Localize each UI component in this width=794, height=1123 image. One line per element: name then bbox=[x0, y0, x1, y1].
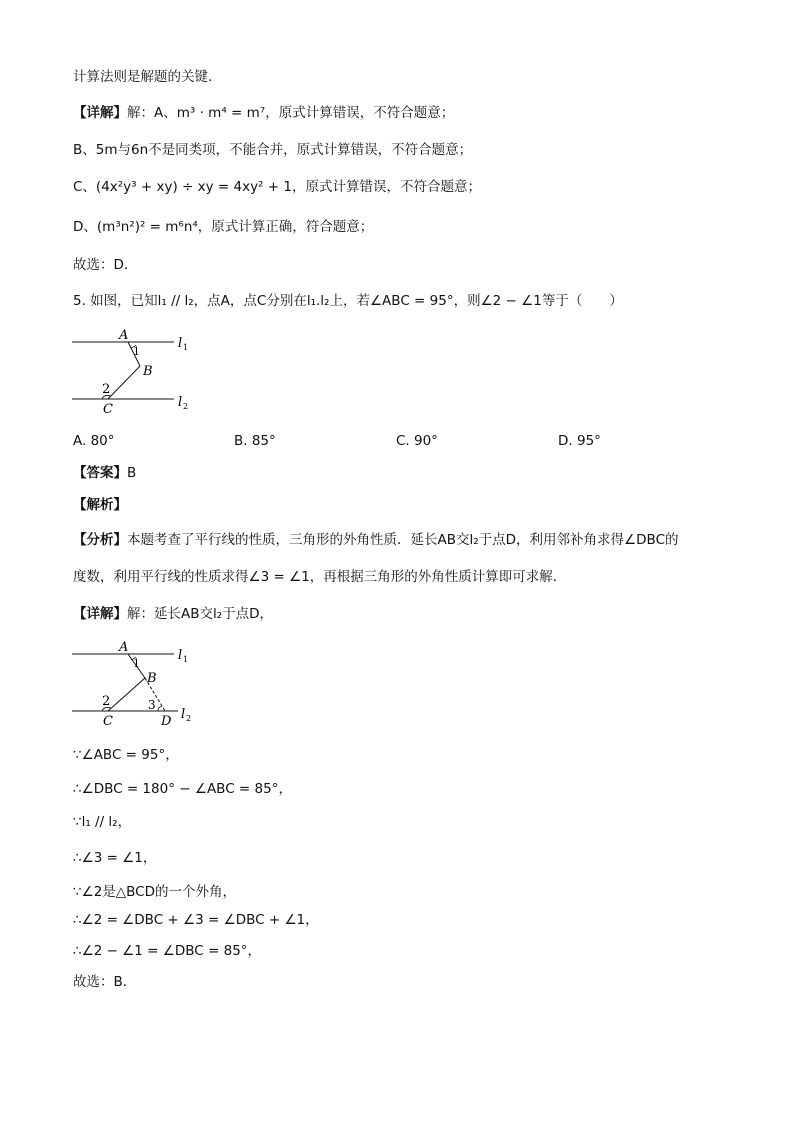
label-1: 1 bbox=[133, 657, 140, 670]
label-2: 2 bbox=[102, 694, 111, 709]
label-l2: l bbox=[178, 395, 183, 410]
detail-a-text: 解：A、m³ · m⁴ = m⁷，原式计算错误，不符合题意； bbox=[127, 105, 455, 121]
answer-tag: 【答案】 bbox=[73, 465, 127, 481]
step-6: ∴∠2 = ∠DBC + ∠3 = ∠DBC + ∠1， bbox=[73, 912, 319, 928]
detail-intro bbox=[73, 605, 273, 623]
option-c: C. 90° bbox=[396, 433, 438, 449]
label-a: A bbox=[119, 328, 129, 343]
label-c: C bbox=[103, 402, 113, 417]
detail-line-c: C、(4x²y³ + xy) ÷ xy = 4xy² + 1，原式计算错误，不符合题意； bbox=[73, 179, 481, 195]
answer-line bbox=[73, 464, 136, 482]
option-d: D. 95° bbox=[558, 433, 601, 449]
step-5: ∵∠2是△BCD的一个外角， bbox=[73, 884, 237, 900]
label-l1: l bbox=[178, 336, 183, 351]
label-l2-sub: 2 bbox=[183, 402, 189, 411]
label-b: B bbox=[147, 671, 157, 686]
option-b: B. 85° bbox=[234, 433, 276, 449]
analysis-tag: 【解析】 bbox=[73, 497, 127, 513]
label-l2: l bbox=[181, 707, 186, 722]
step-1: ∵∠ABC = 95°， bbox=[73, 747, 179, 763]
label-3: 3 bbox=[148, 698, 156, 712]
label-l2-sub: 2 bbox=[186, 714, 192, 723]
label-a: A bbox=[119, 640, 129, 655]
detail-line-a bbox=[73, 104, 454, 122]
question-5-stem: 5. 如图，已知l₁ // l₂，点A，点C分别在l₁.l₂上，若∠ABC = 95°，则∠2 − ∠1等于（ ） bbox=[73, 293, 623, 309]
detail-intro-text: 解：延长AB交l₂于点D， bbox=[127, 606, 274, 622]
figure-parallel-lines-2 bbox=[70, 638, 200, 730]
label-l1-sub: 1 bbox=[183, 343, 189, 352]
detail-line-b: B、5m与6n不是同类项，不能合并，原式计算错误，不符合题意； bbox=[73, 142, 473, 158]
detail-tag: 【详解】 bbox=[73, 105, 127, 121]
analysis-subtag: 【分析】 bbox=[73, 532, 127, 548]
label-2: 2 bbox=[102, 382, 111, 397]
option-a: A. 80° bbox=[73, 433, 115, 449]
detail-tag-2: 【详解】 bbox=[73, 606, 127, 622]
answer-value: B bbox=[127, 465, 137, 481]
label-1: 1 bbox=[133, 345, 140, 358]
label-c: C bbox=[103, 714, 113, 729]
analysis-line-2: 度数，利用平行线的性质求得∠3 = ∠1，再根据三角形的外角性质计算即可求解． bbox=[73, 569, 567, 585]
label-d: D bbox=[161, 714, 172, 729]
step-2: ∴∠DBC = 180° − ∠ABC = 85°， bbox=[73, 781, 292, 797]
figure-parallel-lines-1 bbox=[70, 326, 200, 418]
label-l1: l bbox=[178, 648, 183, 663]
choice-line-d: 故选：D． bbox=[73, 257, 138, 273]
text-line-conclusion: 计算法则是解题的关键． bbox=[73, 69, 222, 85]
step-3: ∵l₁ // l₂， bbox=[73, 814, 132, 830]
label-l1-sub: 1 bbox=[183, 655, 189, 664]
step-7: ∴∠2 − ∠1 = ∠DBC = 85°， bbox=[73, 943, 262, 959]
angle-3-arc bbox=[158, 706, 162, 711]
analysis-line-1 bbox=[73, 531, 679, 549]
detail-line-d: D、(m³n²)² = m⁶n⁴，原式计算正确，符合题意； bbox=[73, 219, 374, 235]
step-8: 故选：B． bbox=[73, 974, 137, 990]
label-b: B bbox=[143, 364, 153, 379]
step-4: ∴∠3 = ∠1， bbox=[73, 850, 157, 866]
analysis-text-1: 本题考查了平行线的性质，三角形的外角性质．延长AB交l₂于点D，利用邻补角求得∠DBC的 bbox=[127, 532, 679, 548]
